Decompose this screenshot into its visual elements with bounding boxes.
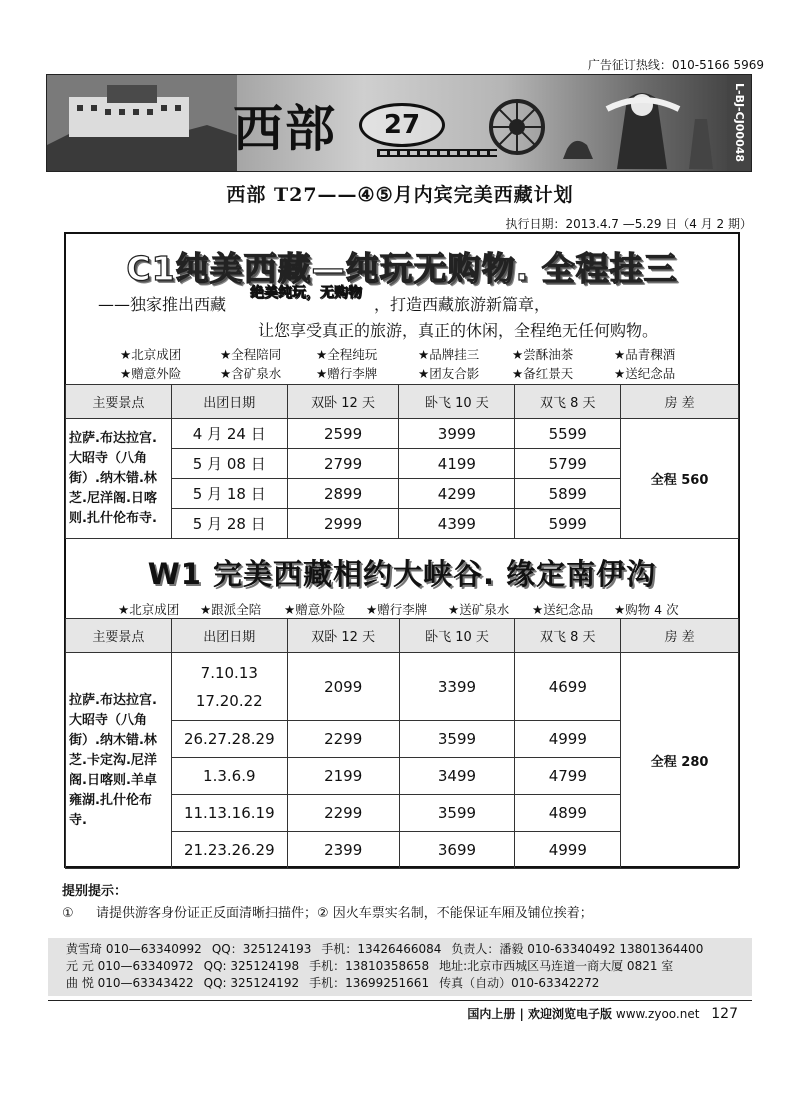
contact-row <box>66 958 734 975</box>
c1-feature: ★送纪念品 <box>614 366 676 381</box>
c1-tag-overlay: 绝美纯玩，无购物 <box>250 285 362 301</box>
w1-feature: ★跟派全陪 <box>200 602 262 617</box>
price-double-sleeper: 2999 <box>287 509 399 539</box>
c1-feature: ★赠行李牌 <box>316 366 378 381</box>
col-header-sleeper-fly: 卧飞 10 天 <box>399 619 515 653</box>
contact-mobile: 手机：13699251661 <box>309 976 430 990</box>
price-double-fly: 5899 <box>515 479 621 509</box>
price-double-sleeper: 2299 <box>287 721 399 758</box>
col-header-double-sleeper: 双卧 12 天 <box>287 619 399 653</box>
departure-date: 5 月 08 日 <box>171 449 287 479</box>
price-double-fly: 4699 <box>515 653 621 721</box>
table-header-row <box>66 385 739 419</box>
price-double-fly: 5599 <box>515 419 621 449</box>
col-header-double-sleeper: 双卧 12 天 <box>287 385 399 419</box>
table-header-row <box>66 619 739 653</box>
price-double-fly: 4999 <box>515 832 621 869</box>
contact-mobile: 手机：13810358658 <box>309 959 430 973</box>
contact-extra: 地址:北京市西城区马连道一商大厦 0821 室 <box>439 959 674 973</box>
execution-date: 执行日期：2013.4.7 —5.29 日（4 月 2 期） <box>505 217 752 231</box>
price-double-sleeper: 2899 <box>287 479 399 509</box>
price-double-sleeper: 2799 <box>287 449 399 479</box>
c1-price-table <box>65 384 739 539</box>
c1-feature: ★尝酥油茶 <box>512 347 574 362</box>
price-double-sleeper: 2199 <box>287 758 399 795</box>
departure-date-line: 7.10.13 <box>200 663 258 682</box>
contact-qq: QQ：325124193 <box>211 942 312 956</box>
departure-date: 4 月 24 日 <box>171 419 287 449</box>
w1-feature: ★赠意外险 <box>284 602 346 617</box>
col-header-date: 出团日期 <box>171 385 287 419</box>
contact-name-phone: 元 元 010—63340972 <box>66 959 194 973</box>
contact-name-phone: 黄雪琦 010—63340992 <box>66 942 202 956</box>
w1-feature: ★北京成团 <box>118 602 180 617</box>
footer-divider <box>48 1000 752 1001</box>
c1-intro-start: ——独家推出西藏 <box>98 295 227 314</box>
tips-title: 提别提示： <box>62 884 128 899</box>
col-header-double-fly: 双飞 8 天 <box>515 619 621 653</box>
col-header-sleeper-fly: 卧飞 10 天 <box>399 385 515 419</box>
w1-feature: ★送纪念品 <box>532 602 594 617</box>
tibetan-decor-image <box>467 79 717 171</box>
logo-number-badge: 27 <box>359 103 445 147</box>
c1-room-fee: 全程 560 <box>621 419 739 539</box>
c1-feature: ★含矿泉水 <box>220 366 282 381</box>
price-sleeper-fly: 3499 <box>399 758 515 795</box>
c1-title: C1纯美西藏—纯玩无购物. 全程挂三 <box>126 249 678 288</box>
c1-feature: ★品青稞酒 <box>614 347 676 362</box>
c1-feature: ★全程纯玩 <box>316 347 378 362</box>
price-sleeper-fly: 3699 <box>399 832 515 869</box>
c1-feature: ★团友合影 <box>418 366 480 381</box>
price-sleeper-fly: 3999 <box>399 419 515 449</box>
w1-price-table <box>65 618 739 869</box>
price-double-fly: 5999 <box>515 509 621 539</box>
col-header-scenic: 主要景点 <box>66 619 172 653</box>
c1-feature: ★备红景天 <box>512 366 574 381</box>
contact-extra: 传真（自动）010-63342272 <box>439 976 600 990</box>
table-row <box>66 653 739 721</box>
price-double-fly: 4799 <box>515 758 621 795</box>
w1-feature: ★购物 4 次 <box>614 602 679 617</box>
departure-date: 1.3.6.9 <box>171 758 287 795</box>
col-header-scenic: 主要景点 <box>66 385 172 419</box>
table-row <box>66 419 739 449</box>
c1-feature: ★全程陪同 <box>220 347 282 362</box>
c1-feature: ★北京成团 <box>120 347 182 362</box>
price-double-sleeper: 2599 <box>287 419 399 449</box>
price-double-sleeper: 2399 <box>287 832 399 869</box>
departure-date: 5 月 28 日 <box>171 509 287 539</box>
price-sleeper-fly: 4399 <box>399 509 515 539</box>
contact-row <box>66 941 734 958</box>
page-number: 127 <box>711 1006 738 1022</box>
c1-intro-line2: 让您享受真正的旅游，真正的休闲，全程绝无任何购物。 <box>258 321 659 340</box>
w1-feature: ★赠行李牌 <box>366 602 428 617</box>
departure-date: 11.13.16.19 <box>171 795 287 832</box>
page-title: 西部 T27——④⑤月内宾完美西藏计划 <box>226 184 574 206</box>
tip-text: 请提供游客身份证正反面清晰扫描件；② 因火车票实名制，不能保证车厢及铺位挨着； <box>96 906 593 921</box>
price-sleeper-fly: 3399 <box>399 653 515 721</box>
license-code: L-BJ-CJ00048 <box>727 75 751 171</box>
logo-text: 西部 <box>233 99 337 158</box>
footer-website[interactable]: www.zyoo.net <box>615 1007 700 1021</box>
c1-intro-end: ，打造西藏旅游新篇章， <box>374 295 551 314</box>
ad-hotline: 广告征订热线：010-5166 5969 <box>587 58 764 72</box>
col-header-double-fly: 双飞 8 天 <box>515 385 621 419</box>
contact-extra: 负责人：潘毅 010-63340492 13801364400 <box>451 942 704 956</box>
price-sleeper-fly: 4299 <box>399 479 515 509</box>
departure-date: 26.27.28.29 <box>171 721 287 758</box>
departure-date <box>171 653 287 721</box>
contact-mobile: 手机：13426466084 <box>321 942 442 956</box>
col-header-date: 出团日期 <box>171 619 287 653</box>
c1-feature: ★赠意外险 <box>120 366 182 381</box>
footer <box>467 1005 738 1022</box>
header-banner <box>46 74 752 172</box>
contact-name-phone: 曲 悦 010—63343422 <box>66 976 194 990</box>
footer-text: 国内上册 | 欢迎浏览电子版 <box>467 1007 613 1021</box>
departure-date-line: 17.20.22 <box>195 691 263 710</box>
price-sleeper-fly: 3599 <box>399 795 515 832</box>
contact-box <box>48 938 752 996</box>
w1-title: W1 完美西藏相约大峡谷. 缘定南伊沟 <box>147 557 657 591</box>
c1-scenic-spots: 拉萨.布达拉宫.大昭寺（八角街）.纳木错.林芝.尼洋阁.日喀则.扎什伦布寺. <box>66 419 172 539</box>
c1-feature: ★品牌挂三 <box>418 347 480 362</box>
price-sleeper-fly: 4199 <box>399 449 515 479</box>
price-double-sleeper: 2099 <box>287 653 399 721</box>
price-sleeper-fly: 3599 <box>399 721 515 758</box>
tip-item <box>62 902 593 921</box>
contact-qq: QQ: 325124198 <box>203 959 300 973</box>
w1-feature: ★送矿泉水 <box>448 602 510 617</box>
w1-scenic-spots: 拉萨.布达拉宫.大昭寺（八角街）.纳木错.林芝.卡定沟.尼洋阁.日喀则.羊卓雍湖.扎什伦布寺. <box>66 653 172 869</box>
col-header-room-fee: 房 差 <box>621 385 739 419</box>
price-double-sleeper: 2299 <box>287 795 399 832</box>
potala-palace-image <box>47 75 237 172</box>
contact-qq: QQ: 325124192 <box>203 976 300 990</box>
departure-date: 5 月 18 日 <box>171 479 287 509</box>
tip-number: ① <box>62 906 74 921</box>
contact-row <box>66 975 734 992</box>
w1-room-fee: 全程 280 <box>621 653 739 869</box>
price-double-fly: 5799 <box>515 449 621 479</box>
departure-date: 21.23.26.29 <box>171 832 287 869</box>
price-double-fly: 4899 <box>515 795 621 832</box>
col-header-room-fee: 房 差 <box>621 619 739 653</box>
price-double-fly: 4999 <box>515 721 621 758</box>
